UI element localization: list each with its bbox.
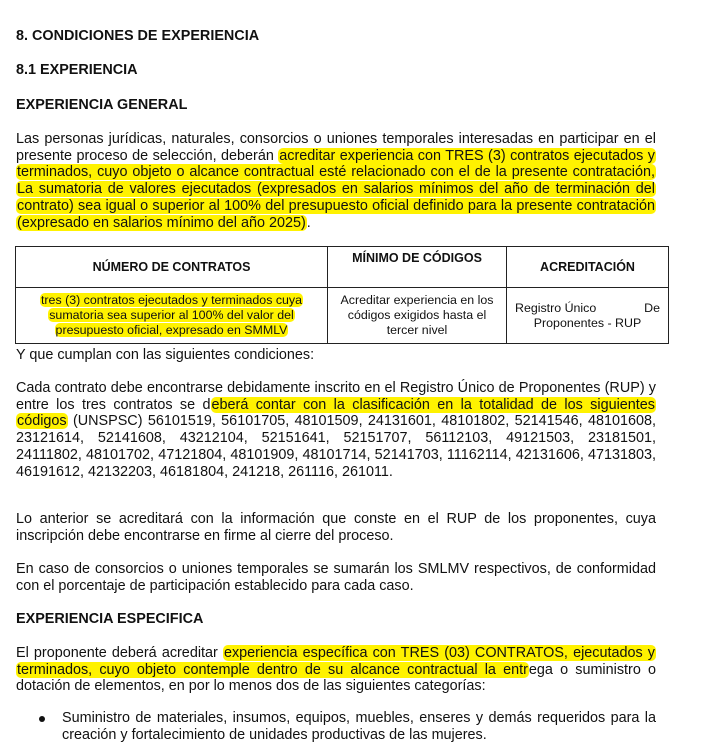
specific-text-2: ega o suministro o dotación de elementos, en por lo menos dos de las siguientes categorías:	[16, 661, 656, 695]
categories-list	[16, 710, 656, 744]
accreditation-line-2: Proponentes - RUP	[533, 315, 642, 330]
header-min-codes: MÍNIMO DE CÓDIGOS	[328, 247, 507, 288]
cell-contract-count	[16, 288, 328, 344]
list-item	[16, 710, 656, 744]
general-intro-highlight: acreditar experiencia con TRES (3) contratos ejecutados y terminados, cuyo objeto o alcance contractual esté relacionado con el de la presente contratación, La sumatoria de valores ejecutados (expresados en salarios mínimos del año de terminación del contrato) sea igual o superior al 100% del presupuesto oficial definido para la presente contratación (expresado en salarios mínimo del año 2025)	[17, 147, 655, 231]
table-row	[16, 288, 669, 344]
section-title: 8. CONDICIONES DE EXPERIENCIA	[16, 28, 260, 44]
general-experience-title: EXPERIENCIA GENERAL	[16, 97, 188, 113]
conditions-intro: Y que cumplan con las siguientes condiciones:	[16, 347, 315, 363]
header-contract-count: NÚMERO DE CONTRATOS	[16, 247, 328, 288]
specific-experience-title: EXPERIENCIA ESPECIFICA	[16, 611, 204, 627]
rup-paragraph: Lo anterior se acreditará con la información que conste en el RUP de los proponentes, cuya inscripción debe encontrarse en firme al cierre del proceso.	[16, 511, 656, 544]
requirements-table	[15, 246, 669, 344]
codes-highlight: eberá contar con la clasificación en la totalidad de los siguientes códigos	[17, 396, 655, 430]
subsection-title: 8.1 EXPERIENCIA	[16, 62, 138, 78]
codes-text-1: Cada contrato debe encontrarse debidamente inscrito en el Registro Único de Proponentes (RUP) y entre los tres contratos se d	[16, 380, 656, 413]
specific-experience-paragraph	[16, 645, 656, 695]
header-accreditation: ACREDITACIÓN	[507, 247, 669, 288]
general-intro-tail: .	[306, 214, 311, 231]
cell-min-codes: Acreditar experiencia en los códigos exigidos hasta el tercer nivel	[328, 288, 507, 344]
list-item-text: Suministro de materiales, insumos, equipos, muebles, enseres y demás requeridos para la creación y fortalecimiento de unidades productivas de las mujeres.	[62, 710, 656, 743]
bullet-icon	[39, 716, 45, 722]
codes-paragraph	[16, 380, 656, 480]
accreditation-line-1-end: De	[644, 300, 660, 315]
general-experience-paragraph	[16, 131, 656, 231]
consortium-paragraph: En caso de consorcios o uniones temporales se sumarán los SMLMV respectivos, de conformidad con el porcentaje de participación establecido para cada caso.	[16, 561, 656, 594]
general-intro-text: Las personas jurídicas, naturales, consorcios o uniones temporales interesadas en participar en el presente proceso de selección, deberán	[16, 131, 656, 164]
codes-list: (UNSPSC) 56101519, 56101705, 48101509, 24131601, 48101802, 52141546, 48101608, 23121614, 52141608, 43212104, 52151641, 52151707, 56112103, 49121503, 23181501, 24111802, 48101702, 47121804, 48101909, 48101714, 52141703, 11162114, 42131606, 47131803, 46191612, 42132203, 46181804, 241218, 261116, 261011.	[16, 413, 656, 480]
specific-highlight: experiencia específica con TRES (03) CONTRATOS, ejecutados y terminados, cuyo objeto contemple dentro de su alcance contractual la entr	[17, 645, 656, 678]
table-header-row	[16, 247, 669, 288]
cell-contract-count-highlight: tres (3) contratos ejecutados y terminados cuya sumatoria sea superior al 100% del valor del presupuesto oficial, expresado en SMMLV	[40, 293, 302, 337]
specific-text-1: El proponente deberá acreditar	[16, 645, 223, 661]
accreditation-line-1: Registro Único	[515, 300, 597, 315]
cell-accreditation	[507, 288, 669, 344]
